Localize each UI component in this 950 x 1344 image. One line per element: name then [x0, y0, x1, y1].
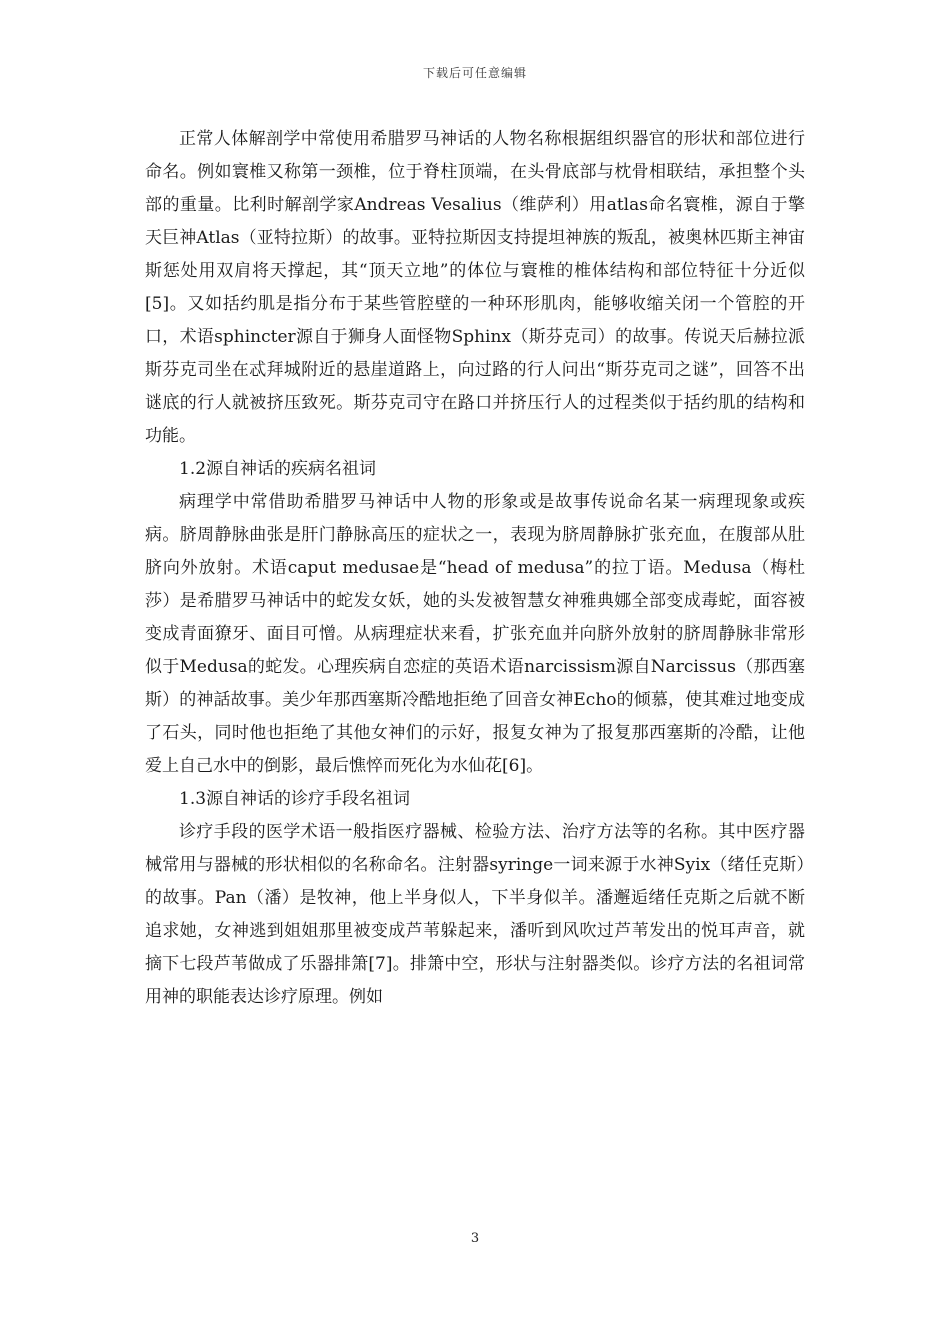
paragraph-disease-eponyms: 病理学中常借助希腊罗马神话中人物的形象或是故事传说命名某一病理现象或疾病。脐周静脉曲张是肝门静脉高压的症状之一，表现为脐周静脉扩张充血，在腹部从肚脐向外放射。术语caput medusae是“head of medusa”的拉丁语。Medusa（梅杜莎）是希腊罗马神话中的蛇发女妖，她的头发被智慧女神雅典娜全部变成毒蛇，面容被变成青面獠牙、面目可憎。从病理症状来看，扩张充血并向脐外放射的脐周静脉非常形似于Medusa的蛇发。心理疾病自恋症的英语术语narcissism源自Narcissus（那西塞斯）的神話故事。美少年那西塞斯冷酷地拒绝了回音女神Echo的倾慕，使其难过地变成了石头，同时他也拒绝了其他女神们的示好，报复女神为了报复那西塞斯的冷酷，让他爱上自己水中的倒影，最后憔悴而死化为水仙花[6]。 [145, 492, 805, 776]
document-body [145, 123, 805, 1014]
page-number: 3 [470, 1231, 480, 1246]
section-heading-treatment-eponyms: 1.3源自神话的诊疗手段名祖词 [179, 789, 411, 809]
paragraph-anatomy-eponyms: 正常人体解剖学中常使用希腊罗马神话的人物名称根据组织器官的形状和部位进行命名。例如寰椎又称第一颈椎，位于脊柱顶端，在头骨底部与枕骨相联结，承担整个头部的重量。比利时解剖学家Andreas Vesalius（维萨利）用atlas命名寰椎，源自于擎天巨神Atlas（亚特拉斯）的故事。亚特拉斯因支持提坦神族的叛乱，被奥林匹斯主神宙斯惩处用双肩将天撑起，其“顶天立地”的体位与寰椎的椎体结构和部位特征十分近似[5]。又如括约肌是指分布于某些管腔壁的一种环形肌肉，能够收缩关闭一个管腔的开口，术语sphincter源自于狮身人面怪物Sphinx（斯芬克司）的故事。传说天后赫拉派斯芬克司坐在忒拜城附近的悬崖道路上，向过路的行人问出“斯芬克司之谜”，回答不出谜底的行人就被挤压致死。斯芬克司守在路口并挤压行人的过程类似于括约肌的结构和功能。 [145, 129, 805, 446]
paragraph-treatment-eponyms: 诊疗手段的医学术语一般指医疗器械、检验方法、治疗方法等的名称。其中医疗器械常用与器械的形状相似的名称命名。注射器syringe一词来源于水神Syix（绪任克斯）的故事。Pan（潘）是牧神，他上半身似人，下半身似羊。潘邂逅绪任克斯之后就不断追求她，女神逃到姐姐那里被变成芦苇躲起来，潘听到风吹过芦苇发出的悦耳声音，就摘下七段芦苇做成了乐器排箫[7]。排箫中空，形状与注射器类似。诊疗方法的名祖词常用神的职能表达诊疗原理。例如 [145, 822, 805, 1007]
page-header-note: 下载后可任意编辑 [422, 66, 527, 80]
section-heading-disease-eponyms: 1.2源自神话的疾病名祖词 [179, 459, 377, 479]
